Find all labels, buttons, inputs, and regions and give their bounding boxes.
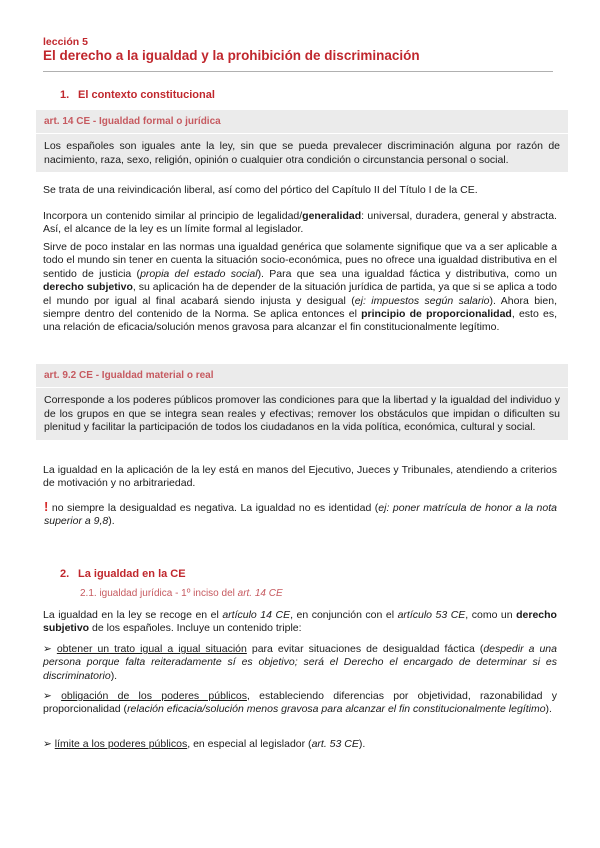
subsection-2-1-heading xyxy=(80,588,283,599)
paragraph-equality-in-law xyxy=(43,609,557,636)
text: ). xyxy=(545,703,552,716)
italic-text: art. 53 CE xyxy=(311,738,359,750)
title-divider xyxy=(43,71,553,72)
text: , estableciendo diferencias por objetividad, razonabilidad y proporcionalidad ( xyxy=(43,690,558,716)
text: 2.1. igualdad jurídica - 1º inciso del xyxy=(80,588,238,599)
lesson-label: lección 5 xyxy=(43,36,88,48)
text: , su aplicación ha de depender de la situación jurídica de partida, ya que si se aplica a todo el mundo por igual al final acabará siendo injusta y desigual ( xyxy=(43,281,557,307)
arrow-bullet-icon: ➢ xyxy=(43,738,52,750)
italic-text: artículo 53 CE xyxy=(397,609,466,621)
italic-text: ej: poner matrícula de honor a la nota superior a 9,8 xyxy=(44,502,557,528)
text: , como un xyxy=(465,609,517,621)
text: ). xyxy=(108,515,115,528)
text: Incorpora un contenido similar al principio de legalidad/ xyxy=(43,210,303,222)
text: ). xyxy=(110,669,118,682)
section-2-heading xyxy=(60,568,186,580)
page-title: El derecho a la igualdad y la prohibición de discriminación xyxy=(43,48,420,63)
arrow-bullet-icon: ➢ xyxy=(43,643,52,655)
art-9-2-box xyxy=(36,364,568,440)
underlined-text: obligación de los poderes públicos xyxy=(61,690,247,702)
section-2-number: 2. xyxy=(60,568,70,580)
text: , en conjunción con el xyxy=(290,609,398,621)
bold-proporcionalidad: principio de proporcionalidad xyxy=(361,308,512,321)
art-9-2-box-title: art. 9.2 CE - Igualdad material o real xyxy=(36,364,568,388)
arrow-bullet-icon: ➢ xyxy=(43,690,52,702)
text: no siempre la desigualdad es negativa. La igualdad no es identidad ( xyxy=(48,502,379,514)
underlined-text: obtener un trato igual a igual situación xyxy=(56,643,247,655)
warning-icon: ! xyxy=(44,499,49,514)
bold-derecho-subjetivo: derecho subjetivo xyxy=(43,281,133,294)
art-9-2-box-text: Corresponde a los poderes públicos promover las condiciones para que la libertad y la igualdad del individuo y de los grupos en que se integra sean reales y efectivas; remover los obstáculos que impidan o dificulten su plenitud y facilitar la participación de todos los ciudadanos en la vida política, económica, cultural y social. xyxy=(44,394,560,433)
italic-text: despedir a una persona porque falta reiteradamente sí es objetivo; será el Derecho el encargado de determinar si es discriminatorio xyxy=(43,643,557,682)
italic-text: ej: impuestos según salario xyxy=(354,294,490,307)
text: ). xyxy=(358,738,366,750)
paragraph-generality xyxy=(43,210,557,237)
text: , en especial al legislador ( xyxy=(187,738,312,750)
section-1-heading xyxy=(60,89,215,101)
text: Sirve de poco instalar en las normas una igualdad genérica que solamente signifique que va a ser aplicable a todo el mundo sin tener en cuenta la situación socio-económica, pues no ofrece una igualdad distributiva en el sentido de justicia ( xyxy=(43,241,557,280)
text: : universal, duradera, general y abstracta. Así, el alcance de la ley es un límite formal al legislador. xyxy=(43,210,557,236)
bullet-item-1 xyxy=(43,643,557,683)
text: de los españoles. Incluye un contenido triple: xyxy=(89,622,302,635)
bold-derecho-subjetivo: derecho subjetivo xyxy=(43,609,557,635)
text: para evitar situaciones de desigualdad fáctica ( xyxy=(246,643,484,655)
art-14-box-title: art. 14 CE - Igualdad formal o jurídica xyxy=(36,110,568,134)
italic-text: artículo 14 CE xyxy=(222,609,291,621)
text: La igualdad en la ley se recoge en el xyxy=(43,609,223,621)
bullet-item-3 xyxy=(43,738,557,751)
italic-text: relación eficacia/solución menos gravosa para alcanzar el fin constitucionalmente legítimo xyxy=(127,703,546,716)
bold-generalidad: generalidad xyxy=(302,210,362,222)
section-1-number: 1. xyxy=(60,89,70,101)
section-2-title: La igualdad en la CE xyxy=(78,568,186,580)
bullet-item-2 xyxy=(43,690,557,717)
section-1-title: El contexto constitucional xyxy=(78,89,215,101)
art-14-box-text: Los españoles son iguales ante la ley, sin que se pueda prevalecer discriminación alguna por razón de nacimiento, raza, sexo, religión, opinión o cualquier otra condición o circunstancia personal o social. xyxy=(44,140,560,166)
paragraph-liberal: Se trata de una reivindicación liberal, así como del pórtico del Capítulo II del Título I de la CE. xyxy=(43,184,478,196)
underlined-text: límite a los poderes públicos xyxy=(54,738,188,750)
art-14-box xyxy=(36,110,568,172)
text: ). Ahora bien, siempre dentro del contenido de la Norma. Se aplica entonces el xyxy=(43,294,557,321)
italic-text: art. 14 CE xyxy=(237,588,283,599)
paragraph-warning xyxy=(44,500,557,529)
paragraph-distributive-equality xyxy=(43,241,557,335)
text: ). Para que sea una igualdad fáctica y distributiva, como un xyxy=(257,267,557,280)
text: , esto es, una relación de eficacia/solución menos gravosa para alcanzar el fin constitucionalmente legítimo. xyxy=(43,308,557,334)
italic-text: propia del estado social xyxy=(140,267,258,280)
paragraph-application: La igualdad en la aplicación de la ley está en manos del Ejecutivo, Jueces y Tribunales, atendiendo a criterios de motivación y no arbitrariedad. xyxy=(43,464,557,490)
